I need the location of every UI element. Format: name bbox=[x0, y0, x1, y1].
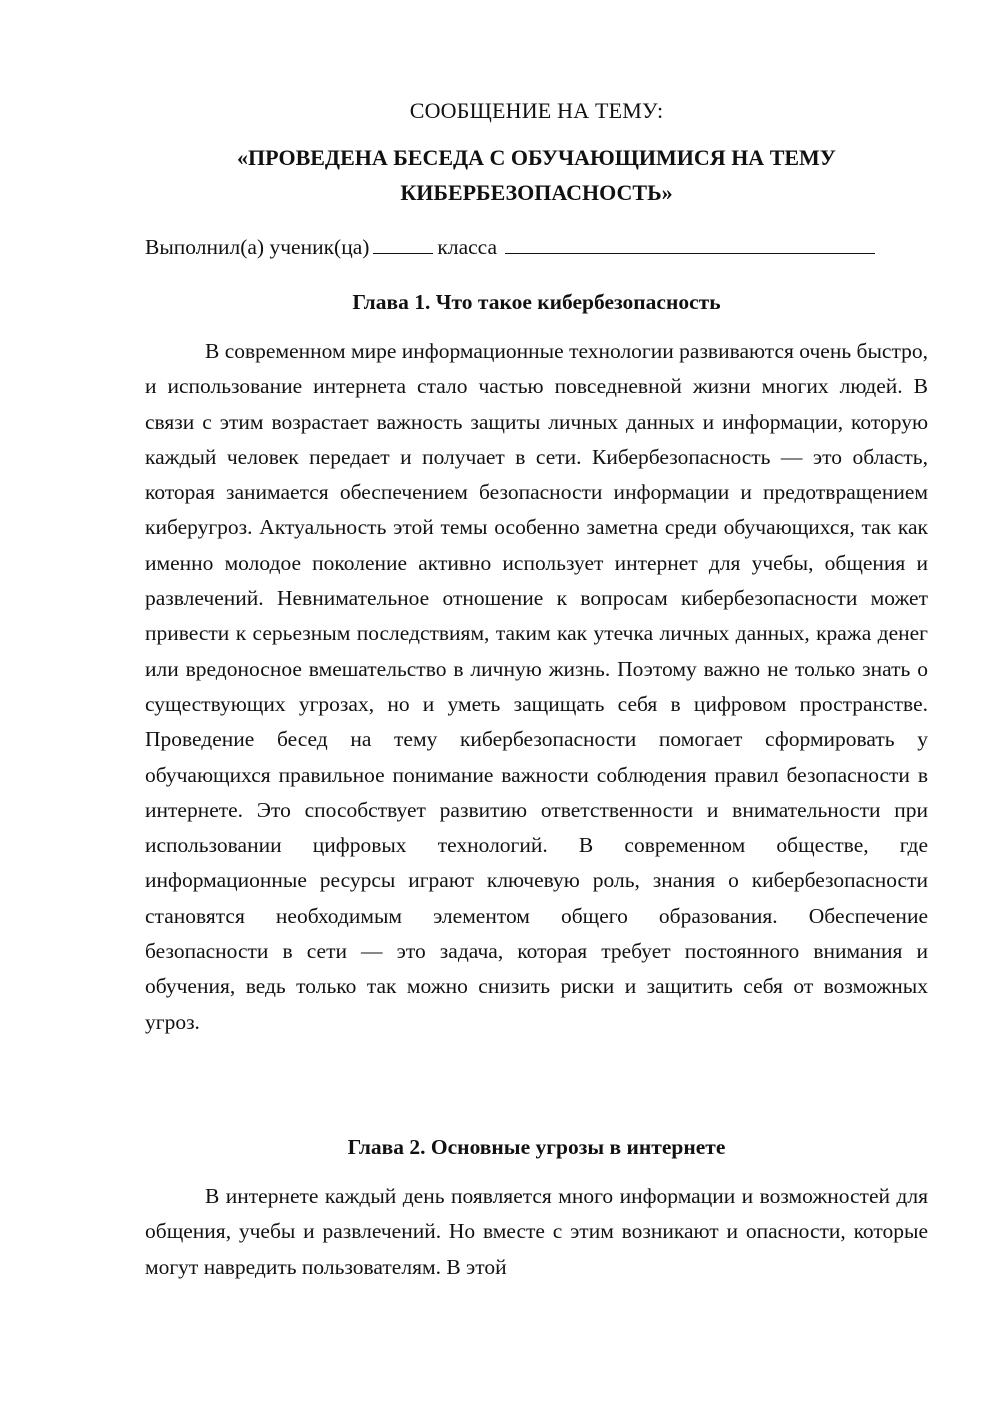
chapter2-title: Глава 2. Основные угрозы в интернете bbox=[347, 1135, 726, 1159]
heading-title: «ПРОВЕДЕНА БЕСЕДА С ОБУЧАЮЩИМИСЯ НА ТЕМУ КИБЕРБЕЗОПАСНОСТЬ» bbox=[237, 145, 836, 205]
name-blank bbox=[505, 231, 875, 254]
grade-blank bbox=[373, 231, 433, 254]
author-prefix: Выполнил(а) ученик(ца) bbox=[145, 235, 370, 259]
author-class-label: класса bbox=[437, 235, 498, 259]
chapter2-paragraph: В интернете каждый день появляется много информации и возможностей для общения, учебы и развлечений. Но вместе с этим возникают и опасности, которые могут навредить пользователям. В этой bbox=[145, 1184, 928, 1279]
heading-topic-label: СООБЩЕНИЕ НА ТЕМУ: bbox=[409, 98, 664, 123]
document-heading bbox=[145, 96, 928, 210]
chapter1-title: Глава 1. Что такое кибербезопасность bbox=[352, 290, 721, 314]
author-line bbox=[145, 230, 928, 264]
chapter1-paragraph: В современном мире информационные технологии развиваются очень быстро, и использование интернета стало частью повседневной жизни многих людей. В связи с этим возрастает важность защиты личных данных и информации, которую каждый человек передает и получает в сети. Кибербезопасность — это область, которая занимается обеспечением безопасности информации и предотвращением киберугроз. Актуальность этой темы особенно заметна среди обучающихся, так как именно молодое поколение активно использует интернет для учебы, общения и развлечений. Невнимательное отношение к вопросам кибербезопасности может привести к серьезным последствиям, таким как утечка личных данных, кража денег или вредоносное вмешательство в личную жизнь. Поэтому важно не только знать о существующих угрозах, но и уметь защищать себя в цифровом пространстве. Проведение бесед на тему кибербезопасности помогает сформировать у обучающихся правильное понимание важности соблюдения правил безопасности в интернете. Это способствует развитию ответственности и внимательности при использовании цифровых технологий. В современном обществе, где информационные ресурсы играют ключевую роль, знания о кибербезопасности становятся необходимым элементом общего образования. Обеспечение безопасности в сети — это задача, которая требует постоянного внимания и обучения, ведь только так можно снизить риски и защитить себя от возможных угроз. bbox=[145, 339, 928, 1034]
